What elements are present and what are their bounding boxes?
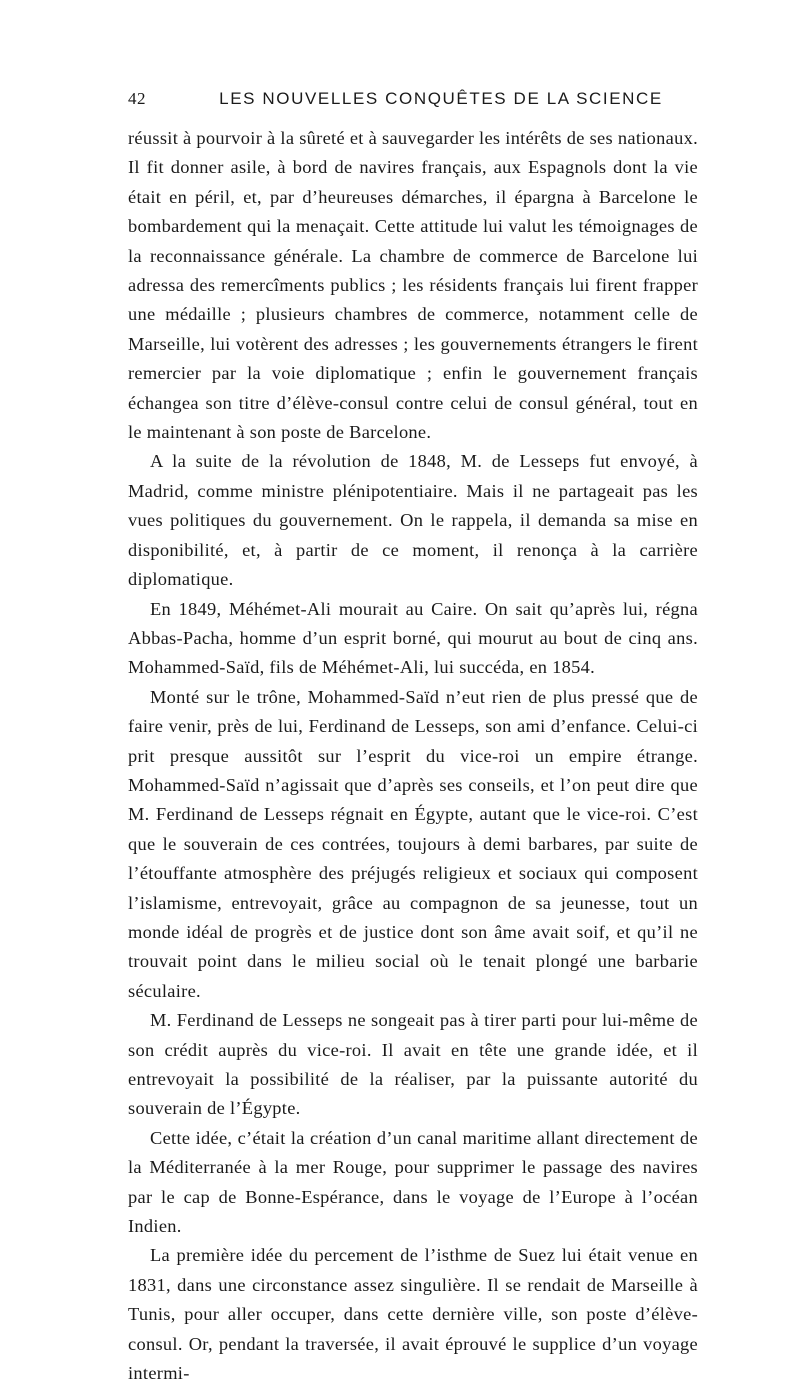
running-title: LES NOUVELLES CONQUÊTES DE LA SCIENCE bbox=[219, 89, 663, 108]
paragraph: M. Ferdinand de Lesseps ne songeait pas à tirer parti pour lui-même de son crédit auprès du vice-roi. Il avait en tête une grande idée, et il entrevoyait la possibilité de la réaliser, par la puissante autorité du souverain de l’Égypte. bbox=[128, 1010, 698, 1119]
body-text bbox=[128, 124, 698, 1388]
page-header bbox=[128, 89, 698, 115]
paragraph: Cette idée, c’était la création d’un canal maritime allant directement de la Méditerranée à la mer Rouge, pour supprimer le passage des navires par le cap de Bonne-Espérance, dans le voyage de l’Europe à l’océan Indien. bbox=[128, 1127, 698, 1237]
paragraph: réussit à pourvoir à la sûreté et à sauvegarder les intérêts de ses nationaux. Il fit donner asile, à bord de navires français, aux Espagnols dont la vie était en péril, et, par d’heureuses démarches, il épargna à Barcelone le bombardement qui la menaçait. Cette attitude lui valut les témoignages de la reconnaissance générale. La chambre de commerce de Barcelone lui adressa des remercîments publics ; les résidents français lui firent frapper une médaille ; plusieurs chambres de commerce, notamment celle de Marseille, lui votèrent des adresses ; les gouvernements étrangers le firent remercier par la voie diplomatique ; enfin le gouvernement français échangea son titre d’élève-consul contre celui de consul général, tout en le maintenant à son poste de Barcelone. bbox=[128, 128, 698, 443]
paragraph: En 1849, Méhémet-Ali mourait au Caire. On sait qu’après lui, régna Abbas-Pacha, homme d’un esprit borné, qui mourut au bout de cinq ans. Mohammed-Saïd, fils de Méhémet-Ali, lui succéda, en 1854. bbox=[128, 598, 698, 678]
page-number: 42 bbox=[128, 89, 146, 108]
paragraph: Monté sur le trône, Mohammed-Saïd n’eut rien de plus pressé que de faire venir, près de lui, Ferdinand de Lesseps, son ami d’enfance. Celui-ci prit presque aussitôt sur l’esprit du vice-roi un empire étrange. Mohammed-Saïd n’agissait que d’après ses conseils, et l’on peut dire que M. Ferdinand de Lesseps régnait en Égypte, autant que le vice-roi. C’est que le souverain de ces contrées, toujours à demi barbares, par suite de l’étouffante atmosphère des préjugés religieux et sociaux qui composent l’islamisme, entrevoyait, grâce au compagnon de sa jeunesse, tout un monde idéal de progrès et de justice dont son âme avait soif, et qu’il ne trouvait point dans le milieu social où le tenait plongé une barbarie séculaire. bbox=[128, 686, 698, 1001]
paragraph: A la suite de la révolution de 1848, M. de Lesseps fut envoyé, à Madrid, comme ministre plénipotentiaire. Mais il ne partageait pas les vues politiques du gouvernement. On le rappela, il demanda sa mise en disponibilité, et, à partir de ce moment, il renonça à la carrière diplomatique. bbox=[128, 451, 698, 590]
paragraph: La première idée du percement de l’isthme de Suez lui était venue en 1831, dans une circonstance assez singulière. Il se rendait de Marseille à Tunis, pour aller occuper, dans cette dernière ville, son poste d’élève-consul. Or, pendant la traversée, il avait éprouvé le supplice d’un voyage intermi- bbox=[128, 1245, 698, 1384]
